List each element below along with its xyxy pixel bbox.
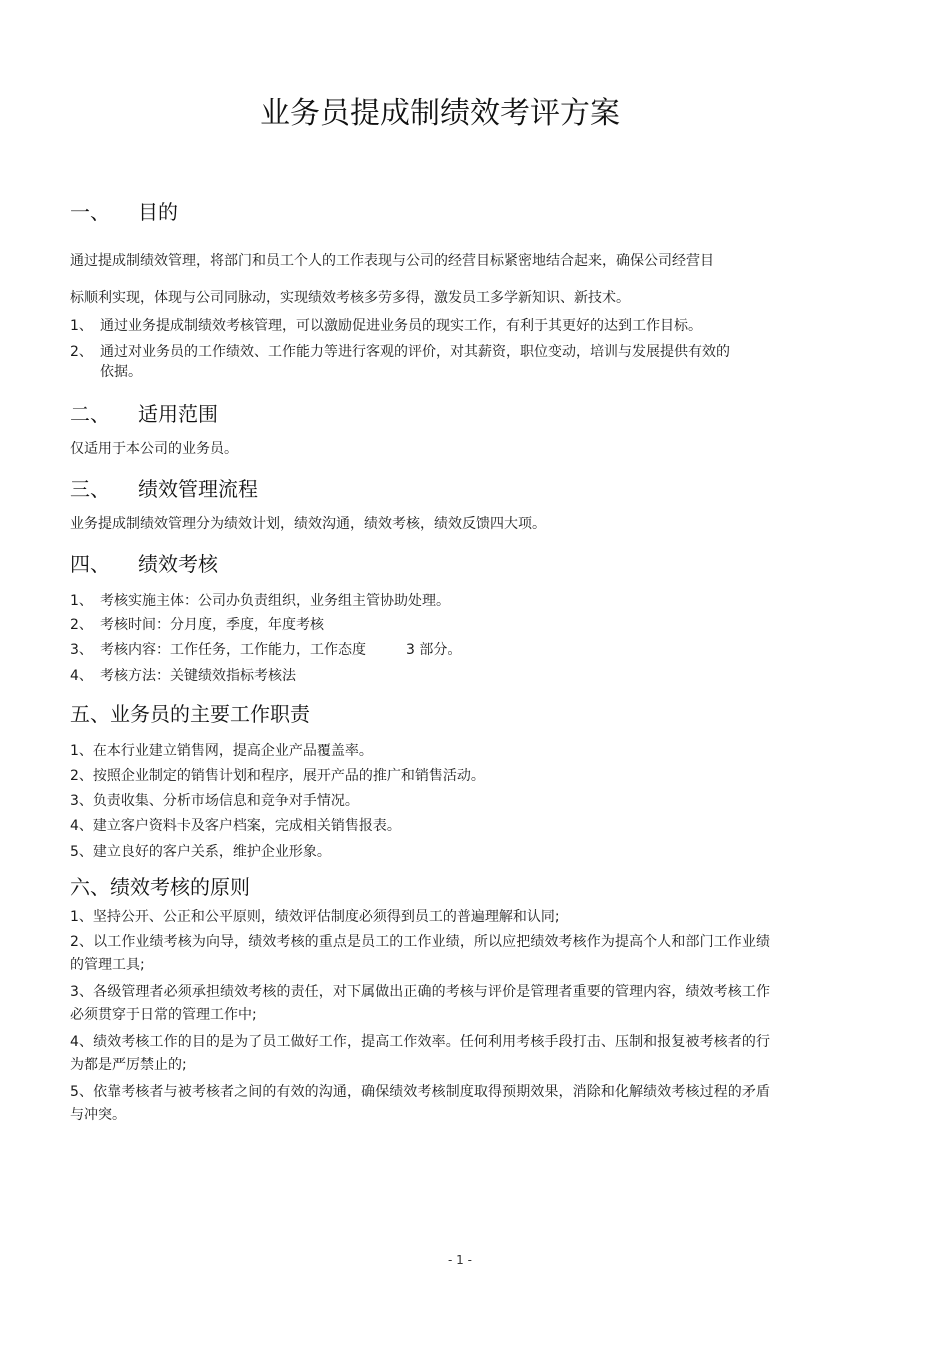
section-2-text: 仅适用于本公司的业务员。 — [70, 441, 238, 457]
section-1-number: 一、 — [70, 200, 110, 224]
item-text: 考核内容：工作任务，工作能力，工作态度 — [100, 642, 366, 658]
section-6-item-1: 1、坚持公开、公正和公平原则，绩效评估制度必须得到员工的普遍理解和认同; — [70, 909, 560, 925]
section-5-heading: 五、业务员的主要工作职责 — [70, 702, 310, 726]
section-4-number: 四、 — [70, 552, 110, 576]
item-text: 通过业务提成制绩效考核管理，可以激励促进业务员的现实工作，有利于其更好的达到工作目标。 — [100, 318, 702, 334]
item-number: 3、 — [70, 642, 93, 658]
section-3-text: 业务提成制绩效管理分为绩效计划，绩效沟通，绩效考核，绩效反馈四大项。 — [70, 516, 546, 532]
item-text: 考核实施主体：公司办负责组织，业务组主管协助处理。 — [100, 593, 450, 609]
item-text: 通过对业务员的工作绩效、工作能力等进行客观的评价，对其薪资，职位变动，培训与发展提供有效的 — [100, 344, 730, 360]
section-6-item-5: 5、依靠考核者与被考核者之间的有效的沟通，确保绩效考核制度取得预期效果，消除和化解绩效考核过程的矛盾与冲突。 — [70, 1084, 770, 1123]
item-text-continuation: 依据。 — [100, 364, 142, 380]
item-text: 考核时间：分月度，季度，年度考核 — [100, 617, 324, 633]
section-1-item-2 — [70, 342, 730, 380]
section-4-item-2 — [70, 615, 324, 635]
section-4-item-4 — [70, 666, 296, 686]
item-number: 2、 — [70, 617, 93, 633]
section-4-title: 绩效考核 — [138, 552, 218, 576]
item-number: 1、 — [70, 318, 93, 334]
section-2-heading — [70, 400, 218, 428]
section-5-item-3: 3、负责收集、分析市场信息和竞争对手情况。 — [70, 793, 359, 809]
document-title: 业务员提成制绩效考评方案 — [260, 96, 620, 131]
item-text: 考核方法：关键绩效指标考核法 — [100, 668, 296, 684]
item-number: 4、 — [70, 668, 93, 684]
section-1-title: 目的 — [138, 200, 178, 224]
section-4-item-1 — [70, 591, 450, 611]
section-4-heading — [70, 550, 218, 578]
section-2-number: 二、 — [70, 402, 110, 426]
section-3-title: 绩效管理流程 — [138, 477, 258, 501]
section-1-heading — [70, 198, 178, 226]
section-6-item-3: 3、各级管理者必须承担绩效考核的责任，对下属做出正确的考核与评价是管理者重要的管理内容，绩效考核工作必须贯穿于日常的管理工作中; — [70, 984, 770, 1023]
section-4-item-3 — [70, 640, 461, 660]
page-number: - 1 - — [448, 1253, 472, 1267]
section-5-item-2: 2、按照企业制定的销售计划和程序，展开产品的推广和销售活动。 — [70, 768, 485, 784]
section-1-intro-line-1: 通过提成制绩效管理，将部门和员工个人的工作表现与公司的经营目标紧密地结合起来，确保公司经营目 — [70, 253, 714, 269]
section-5-item-1: 1、在本行业建立销售网，提高企业产品覆盖率。 — [70, 743, 373, 759]
section-5-item-5: 5、建立良好的客户关系，维护企业形象。 — [70, 844, 331, 860]
section-1-intro-line-2: 标顺利实现，体现与公司同脉动，实现绩效考核多劳多得，激发员工多学新知识、新技术。 — [70, 290, 630, 306]
section-6-item-4: 4、绩效考核工作的目的是为了员工做好工作，提高工作效率。任何利用考核手段打击、压制和报复被考核者的行为都是严厉禁止的; — [70, 1034, 770, 1073]
section-5-item-4: 4、建立客户资料卡及客户档案，完成相关销售报表。 — [70, 818, 401, 834]
section-1-item-1 — [70, 316, 702, 336]
item-number: 1、 — [70, 593, 93, 609]
item-text-tail: 3 部分。 — [406, 642, 462, 658]
section-6-item-2: 2、以工作业绩考核为向导，绩效考核的重点是员工的工作业绩，所以应把绩效考核作为提高个人和部门工作业绩的管理工具; — [70, 934, 770, 973]
section-3-heading — [70, 475, 258, 503]
section-6-heading: 六、绩效考核的原则 — [70, 875, 250, 899]
section-3-number: 三、 — [70, 477, 110, 501]
section-2-title: 适用范围 — [138, 402, 218, 426]
item-number: 2、 — [70, 344, 93, 360]
